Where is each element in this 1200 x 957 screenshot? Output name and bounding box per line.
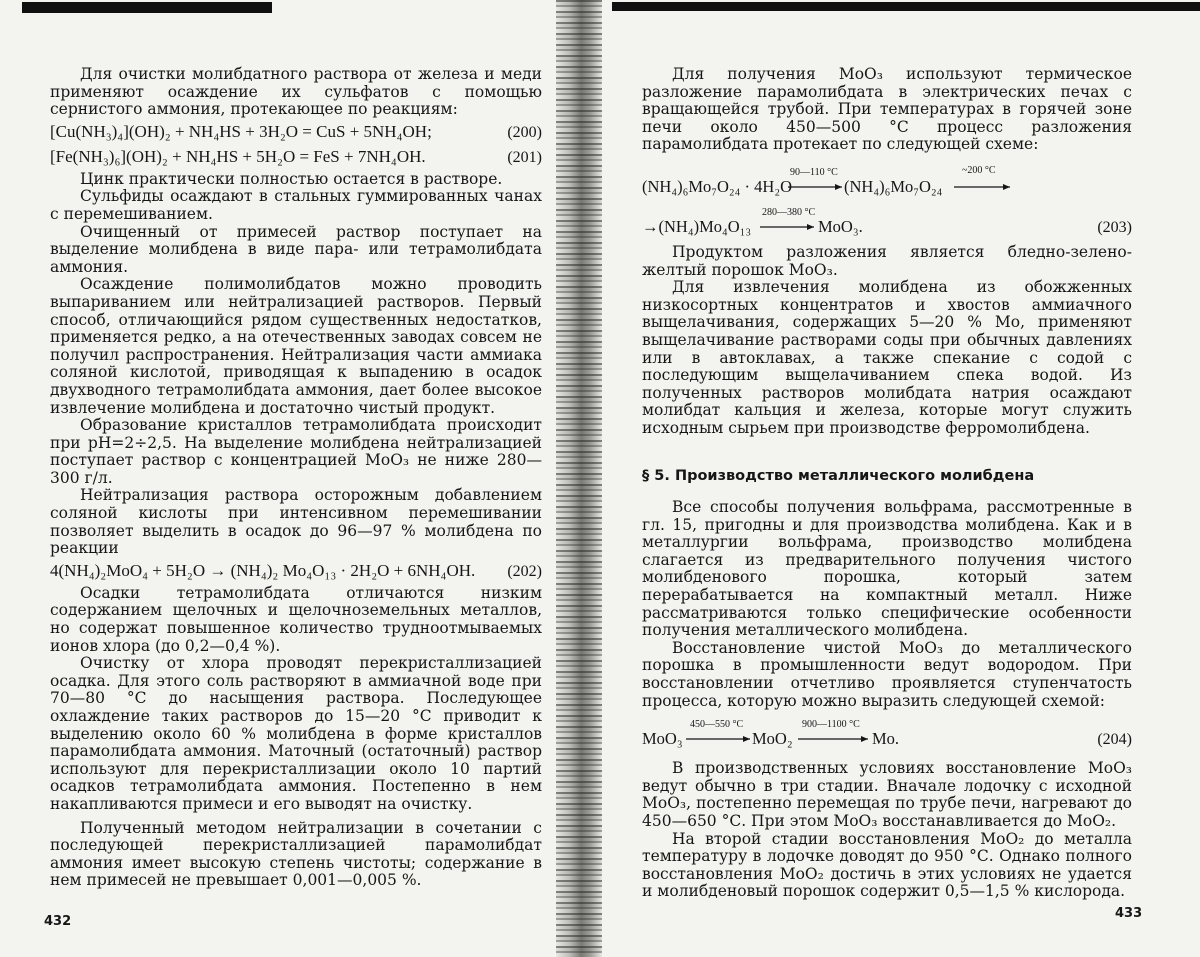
- scheme-compound: MoO₃: [642, 729, 683, 749]
- arrow-condition: ~200 °С: [962, 164, 996, 176]
- equation-number: (201): [507, 148, 542, 166]
- paragraph: Образование кристаллов тетрамолибдата происходит при pH=2÷2,5. На выделение молибдена нейтрализацией поступает раствор с концентрацией MoO₃ не ниже 280—300 г/л.: [50, 416, 542, 487]
- equation-formula: [Fe(NH₃)₆](OH)₂ + NH₄HS + 5H₂O = FeS + 7NH₄OH.: [50, 146, 426, 166]
- equation-202: [50, 560, 542, 583]
- paragraph: Для очистки молибдатного раствора от железа и меди применяют осаждение их сульфатов с помощью сернистого аммония, протекающее по реакциям:: [50, 65, 542, 119]
- paragraph: Продуктом разложения является бледно-зелено-желтый порошок MoO₃.: [642, 242, 1132, 279]
- scheme-compound: MoO₃.: [818, 216, 863, 236]
- paragraph: Все способы получения вольфрама, рассмотренные в гл. 15, пригодны и для производства молибдена. Как и в металлургии вольфрама, производство молибдена слагается из предварительного получения чистого молибденового порошка, который затем перерабатывается на компактный металл. Ниже рассматриваются только специфические особенности получения металлического молибдена.: [642, 498, 1132, 640]
- arrow-head: [835, 184, 842, 190]
- book-gutter: [556, 0, 602, 957]
- paragraph: Сульфиды осаждают в стальных гуммированных чанах с перемешиванием.: [50, 187, 542, 223]
- left-page: [50, 66, 542, 890]
- arrow-head: [861, 736, 868, 742]
- paragraph: Осаждение полимолибдатов можно проводить выпариванием или нейтрализацией растворов. Первый способ, отличающийся рядом существенных недостатков, применяется редко, а на отечественных заводах совсем не получил распространения. Нейтрализация части аммиака соляной кислотой, приводящая к выпадению в осадок двухводного тетрамолибдата аммония, дает более высокое извлечение молибдена и достаточно чистый продукт.: [50, 275, 542, 417]
- equation-formula: [Cu(NH₃)₄](OH)₂ + NH₄HS + 3H₂O = CuS + 5NH₄OH;: [50, 121, 432, 141]
- paragraph: В производственных условиях восстановление MoO₃ ведут обычно в три стадии. Вначале лодочку с исходной MoO₃, постепенно перемещая по трубе печи, нагревают до 450—650 °С. При этом MoO₃ восстанавливается до MoO₂.: [642, 759, 1132, 830]
- equation-number: (200): [507, 123, 542, 141]
- scheme-compound: →(NH₄)Mo₄O₁₃: [642, 216, 752, 236]
- scheme-compound: (NH₄)₆Mo₇O₂₄: [844, 176, 943, 196]
- page-number: 432: [44, 914, 72, 929]
- arrow-condition: 450—550 °С: [690, 719, 744, 731]
- arrow-condition: 280—380 °С: [762, 206, 816, 218]
- equation-number: (202): [507, 562, 542, 580]
- equation-200: [50, 121, 542, 144]
- scheme-204: [642, 714, 1132, 754]
- scan-edge-left: [22, 2, 272, 13]
- arrow-head: [807, 224, 814, 230]
- scheme-203: [642, 160, 1132, 238]
- paragraph: Нейтрализация раствора осторожным добавлением соляной кислоты при интенсивном перемешивании позволяет выделить в осадок до 96—97 % молибдена по реакции: [50, 486, 542, 558]
- paragraph: Восстановление чистой MoO₃ до металлического порошка в промышленности ведут водородом. При восстановлении отчетливо проявляется ступенчатость процесса, которую можно выразить следующей схемой:: [642, 638, 1132, 710]
- arrow-head: [743, 736, 750, 742]
- equation-number: (203): [1097, 218, 1132, 236]
- section-heading: § 5. Производство металлического молибдена: [642, 467, 1035, 484]
- scheme-203-graphic: [642, 160, 1132, 238]
- paragraph: Для извлечения молибдена из обожженных низкосортных концентратов и хвостов аммиачного выщелачивания, содержащих 5—20 % Mo, применяют выщелачивание растворами соды при обычных давлениях или в автоклавах, а также спекание с содой с последующим выщелачиванием спека водой. Из полученных растворов молибдата натрия осаждают молибдат кальция и железа, которые могут служить исходным сырьем при производстве ферромолибдена.: [642, 278, 1132, 437]
- equation-formula: 4(NH₄)₂MoO₄ + 5H₂O → (NH₄)₂ Mo₄O₁₃ · 2H₂O + 6NH₄OH.: [50, 560, 476, 580]
- paragraph: Цинк практически полностью остается в растворе.: [80, 169, 503, 188]
- scan-edge-right: [612, 2, 1200, 11]
- paragraph: Полученный методом нейтрализации в сочетании с последующей перекристаллизацией парамолибдат аммония имеет высокую степень чистоты; содержание в нем примесей не превышает 0,001—0,005 %.: [50, 818, 542, 890]
- scheme-compound: Mo.: [872, 729, 900, 749]
- page-number: 433: [1115, 906, 1143, 921]
- scheme-204-graphic: [642, 714, 1132, 754]
- equation-number: (204): [1097, 731, 1132, 749]
- arrow-head: [1003, 184, 1010, 190]
- paragraph: Очищенный от примесей раствор поступает на выделение молибдена в виде пара- или тетрамолибдата аммония.: [50, 222, 542, 276]
- paragraph: На второй стадии восстановления MoO₂ до металла температуру в лодочке доводят до 950 °С. Однако полного восстановления MoO₂ достичь в этих условиях не удается и молибденовый порошок содержит 0,5—1,5 % кислорода.: [642, 829, 1132, 901]
- arrow-condition: 900—1100 °С: [802, 719, 860, 731]
- scheme-compound: (NH₄)₆Mo₇O₂₄ · 4H₂O: [642, 176, 792, 196]
- paragraph: Осадки тетрамолибдата отличаются низким содержанием щелочных и щелочноземельных металлов, но содержат повышенное количество трудноотмываемых ионов хлора (до 0,2—0,4 %).: [50, 583, 542, 655]
- paragraph: Очистку от хлора проводят перекристаллизацией осадка. Для этого соль растворяют в аммиачной воде при 70—80 °С до насыщения раствора. Последующее охлаждение таких растворов до 15—20 °С приводит к выделению около 60 % молибдена в форме кристаллов парамолибдата аммония. Маточный (остаточный) раствор используют для перекристаллизации около 10 партий осадков тетрамолибдата аммония. Постепенно в нем накапливаются примеси и его выводят на очистку.: [50, 654, 542, 813]
- scheme-compound: MoO₂: [752, 729, 793, 749]
- equation-201: [50, 146, 542, 169]
- paragraph: Для получения MoO₃ используют термическое разложение парамолибдата в электрических печах с вращающейся трубой. При температурах в горячей зоне печи около 450—500 °С процесс разложения парамолибдата протекает по следующей схеме:: [642, 65, 1132, 154]
- arrow-condition: 90—110 °С: [790, 166, 838, 178]
- right-page: [642, 66, 1132, 901]
